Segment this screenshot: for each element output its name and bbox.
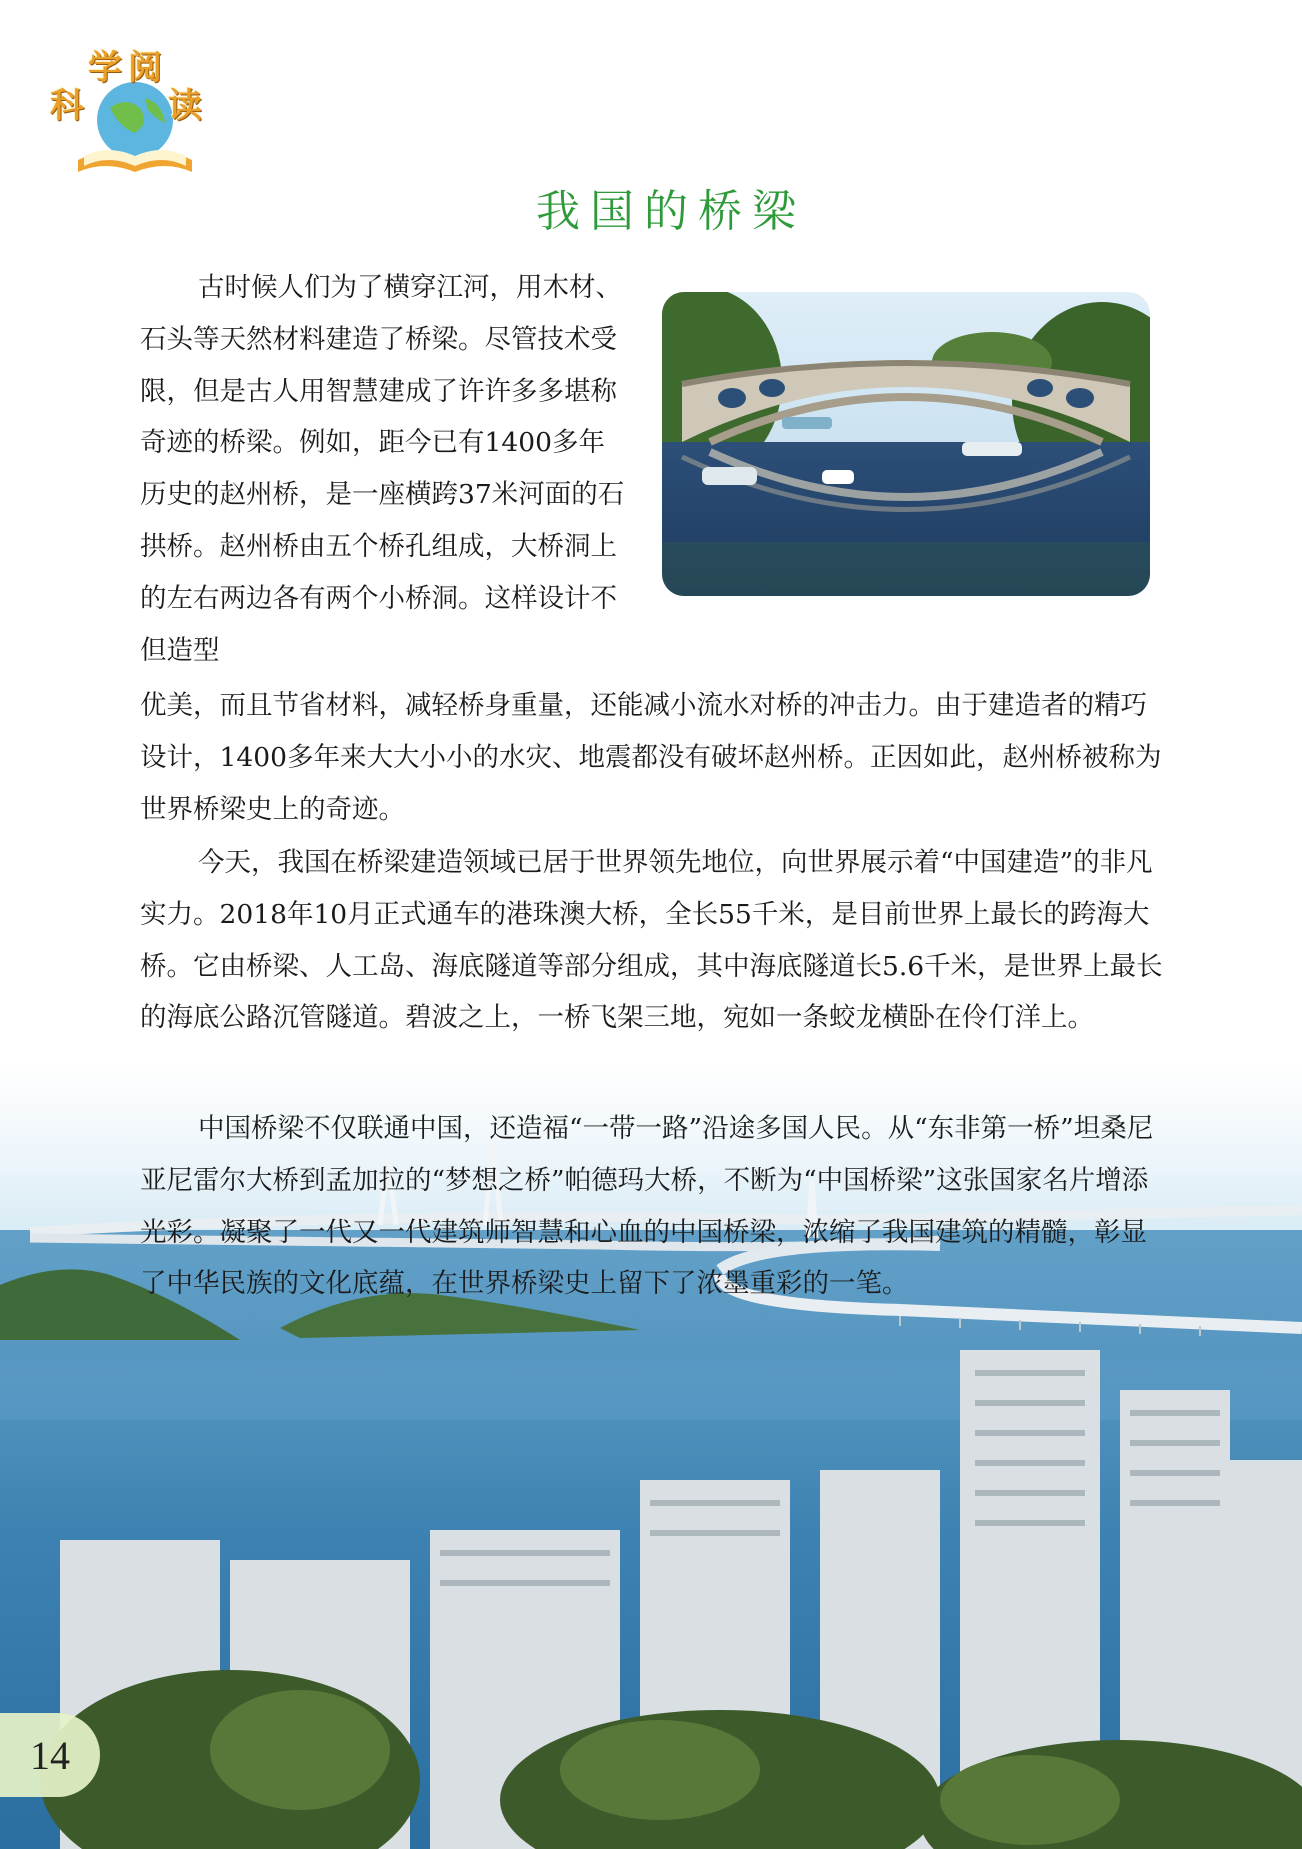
logo-char-2: 学 <box>88 48 122 88</box>
science-reading-logo <box>50 28 220 178</box>
paragraph-1-wrapped <box>140 262 630 676</box>
logo-char-1: 科 <box>50 86 84 126</box>
paragraph-2 <box>140 837 1170 1044</box>
page-number: 14 <box>0 1713 100 1797</box>
paragraph-3-text: 中国桥梁不仅联通中国，还造福“一带一路”沿途多国人民。从“东非第一桥”坦桑尼亚尼雷尔大桥到孟加拉的“梦想之桥”帕德玛大桥，不断为“中国桥梁”这张国家名片增添光彩。凝聚了一代又一代建筑师智慧和心血的中国桥梁，浓缩了我国建筑的精髓，彰显了中华民族的文化底蕴，在世界桥梁史上留下了浓墨重彩的一笔。 <box>140 1113 1154 1300</box>
page-title: 我国的桥梁 <box>536 186 806 237</box>
zhaozhou-bridge-photo <box>662 292 1150 596</box>
paragraph-1-continued: 优美，而且节省材料，减轻桥身重量，还能减小流水对桥的冲击力。由于建造者的精巧设计，1400多年来大大小小的水灾、地震都没有破坏赵州桥。正因如此，赵州桥被称为世界桥梁史上的奇迹。 <box>140 690 1162 825</box>
logo-char-4: 读 <box>168 86 202 126</box>
paragraph-2-text: 今天，我国在桥梁建造领域已居于世界领先地位，向世界展示着“中国建造”的非凡实力。2018年10月正式通车的港珠澳大桥，全长55千米，是目前世界上最长的跨海大桥。它由桥梁、人工岛、海底隧道等部分组成，其中海底隧道长5.6千米，是世界上最长的海底公路沉管隧道。碧波之上，一桥飞架三地，宛如一条蛟龙横卧在伶仃洋上。 <box>140 847 1163 1034</box>
paragraph-3 <box>140 1103 1170 1310</box>
paragraph-1-text: 古时候人们为了横穿江河，用木材、石头等天然材料建造了桥梁。尽管技术受限，但是古人用智慧建成了许许多多堪称奇迹的桥梁。例如，距今已有1400多年历史的赵州桥，是一座横跨37米河面的石拱桥。赵州桥由五个桥孔组成，大桥洞上的左右两边各有两个小桥洞。这样设计不但造型 <box>140 272 625 666</box>
logo-char-3: 阅 <box>128 48 162 88</box>
